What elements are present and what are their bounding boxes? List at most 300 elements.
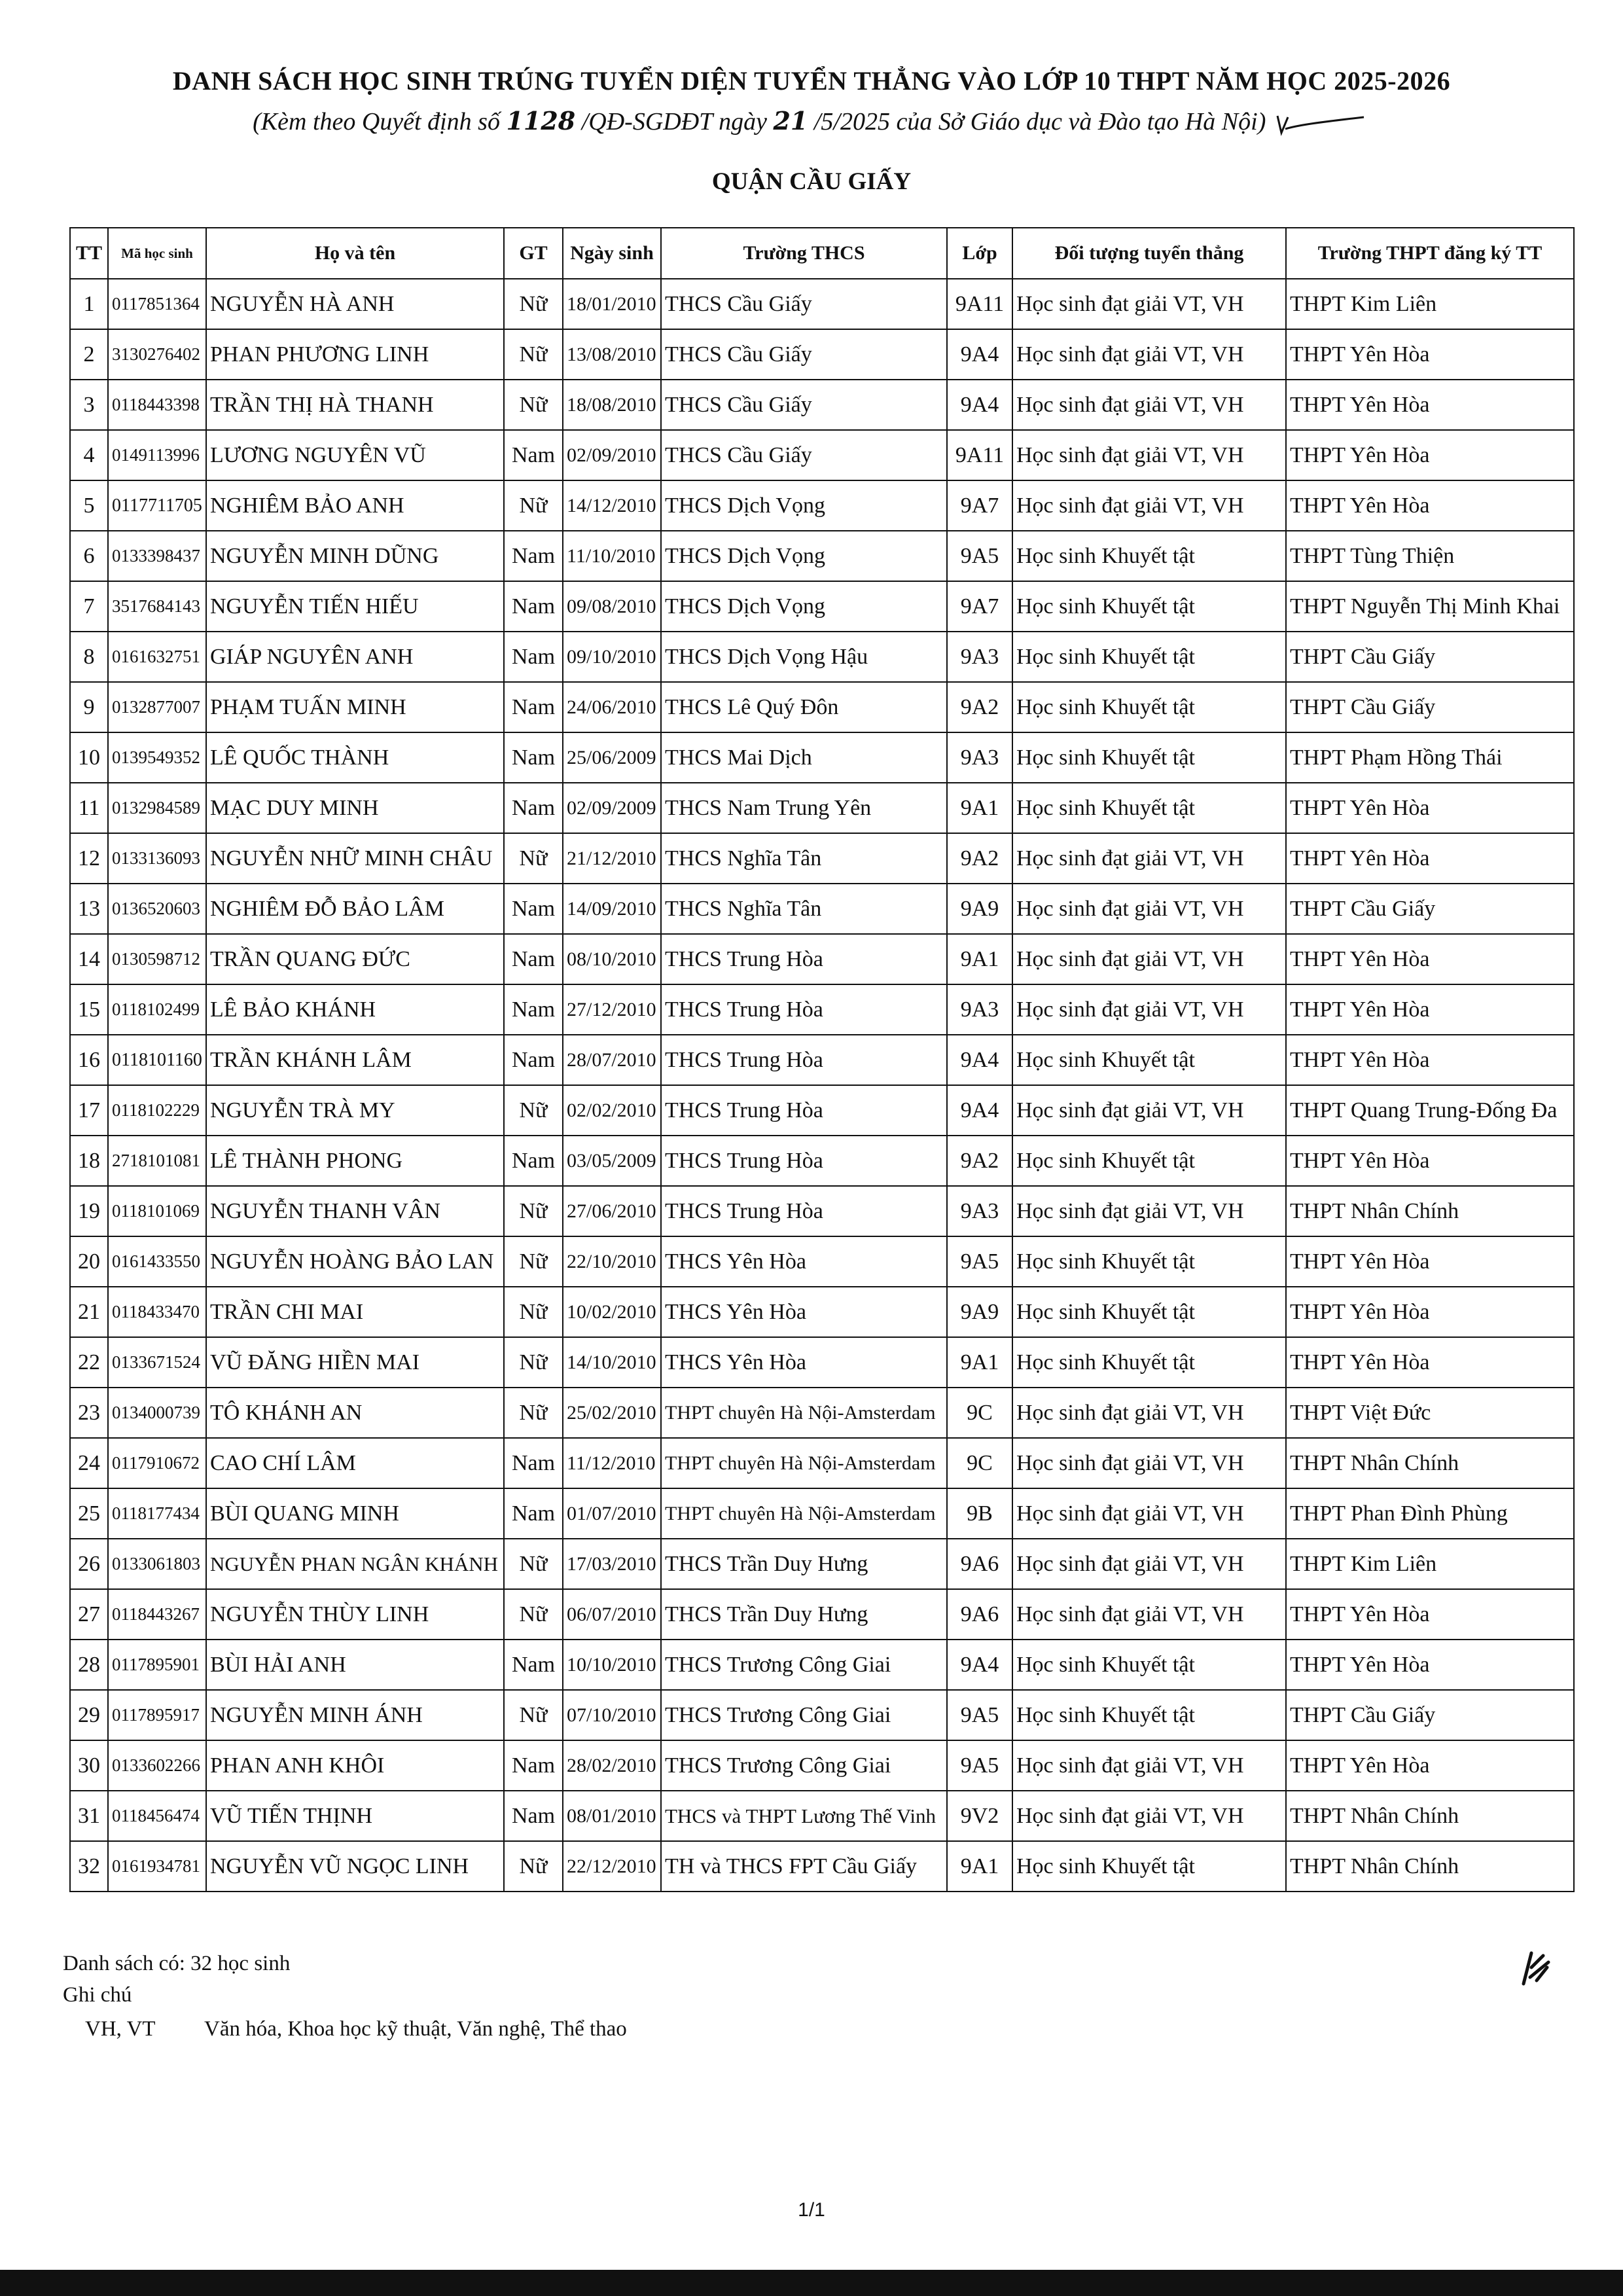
table-row <box>70 1136 1574 1186</box>
gender-cell: Nữ <box>504 1388 563 1438</box>
admission-category-cell: Học sinh Khuyết tật <box>1012 632 1286 682</box>
student-id-cell: 3517684143 <box>108 581 206 632</box>
middle-school-cell: THCS Cầu Giấy <box>661 430 947 480</box>
col-header-gender: GT <box>504 228 563 279</box>
middle-school-cell: THCS Nghĩa Tân <box>661 884 947 934</box>
student-id-cell: 0118177434 <box>108 1488 206 1539</box>
middle-school-cell: THCS Dịch Vọng <box>661 531 947 581</box>
admission-category-cell: Học sinh đạt giải VT, VH <box>1012 934 1286 984</box>
class-cell: 9A3 <box>947 1186 1012 1236</box>
gender-cell: Nữ <box>504 1690 563 1740</box>
row-number-cell: 2 <box>70 329 108 380</box>
date-of-birth-cell: 11/10/2010 <box>563 531 661 581</box>
student-id-cell: 3130276402 <box>108 329 206 380</box>
date-of-birth-cell: 11/12/2010 <box>563 1438 661 1488</box>
class-cell: 9A2 <box>947 682 1012 732</box>
student-name-cell: TRẦN THỊ HÀ THANH <box>206 380 504 430</box>
date-of-birth-cell: 25/02/2010 <box>563 1388 661 1438</box>
page-number: 1/1 <box>798 2199 825 2221</box>
registered-high-school-cell: THPT Yên Hòa <box>1286 1640 1574 1690</box>
class-cell: 9A5 <box>947 1740 1012 1791</box>
row-number-cell: 7 <box>70 581 108 632</box>
registered-high-school-cell: THPT Cầu Giấy <box>1286 682 1574 732</box>
table-row <box>70 1640 1574 1690</box>
row-number-cell: 18 <box>70 1136 108 1186</box>
registered-high-school-cell: THPT Yên Hòa <box>1286 783 1574 833</box>
registered-high-school-cell: THPT Yên Hòa <box>1286 833 1574 884</box>
registered-high-school-cell: THPT Phan Đình Phùng <box>1286 1488 1574 1539</box>
table-row <box>70 1589 1574 1640</box>
student-name-cell: NGUYỄN TIẾN HIẾU <box>206 581 504 632</box>
admission-category-cell: Học sinh đạt giải VT, VH <box>1012 884 1286 934</box>
gender-cell: Nam <box>504 632 563 682</box>
student-name-cell: TRẦN CHI MAI <box>206 1287 504 1337</box>
table-row <box>70 531 1574 581</box>
admission-category-cell: Học sinh Khuyết tật <box>1012 581 1286 632</box>
admission-category-cell: Học sinh Khuyết tật <box>1012 1640 1286 1690</box>
row-number-cell: 12 <box>70 833 108 884</box>
gender-cell: Nữ <box>504 329 563 380</box>
class-cell: 9A7 <box>947 581 1012 632</box>
middle-school-cell: THCS Yên Hòa <box>661 1337 947 1388</box>
registered-high-school-cell: THPT Kim Liên <box>1286 279 1574 329</box>
student-name-cell: VŨ TIẾN THỊNH <box>206 1791 504 1841</box>
middle-school-cell: THCS Trần Duy Hưng <box>661 1539 947 1589</box>
registered-high-school-cell: THPT Yên Hòa <box>1286 934 1574 984</box>
student-id-cell: 0118102229 <box>108 1085 206 1136</box>
registered-high-school-cell: THPT Yên Hòa <box>1286 1136 1574 1186</box>
class-cell: 9A4 <box>947 329 1012 380</box>
gender-cell: Nam <box>504 1740 563 1791</box>
class-cell: 9C <box>947 1388 1012 1438</box>
gender-cell: Nữ <box>504 1589 563 1640</box>
class-cell: 9A11 <box>947 279 1012 329</box>
table-row <box>70 1791 1574 1841</box>
student-table <box>69 227 1575 1892</box>
gender-cell: Nữ <box>504 1539 563 1589</box>
middle-school-cell: THCS Cầu Giấy <box>661 380 947 430</box>
row-number-cell: 20 <box>70 1236 108 1287</box>
date-of-birth-cell: 06/07/2010 <box>563 1589 661 1640</box>
registered-high-school-cell: THPT Nguyễn Thị Minh Khai <box>1286 581 1574 632</box>
gender-cell: Nam <box>504 1438 563 1488</box>
student-id-cell: 0161433550 <box>108 1236 206 1287</box>
row-number-cell: 21 <box>70 1287 108 1337</box>
row-number-cell: 14 <box>70 934 108 984</box>
student-id-cell: 0118101160 <box>108 1035 206 1085</box>
middle-school-cell: THCS và THPT Lương Thế Vinh <box>661 1791 947 1841</box>
admission-category-cell: Học sinh đạt giải VT, VH <box>1012 1085 1286 1136</box>
student-name-cell: BÙI QUANG MINH <box>206 1488 504 1539</box>
middle-school-cell: THCS Dịch Vọng <box>661 581 947 632</box>
district-heading: QUẬN CẦU GIẤY <box>711 168 912 195</box>
middle-school-cell: THCS Nghĩa Tân <box>661 833 947 884</box>
middle-school-cell: THCS Trần Duy Hưng <box>661 1589 947 1640</box>
table-row <box>70 632 1574 682</box>
class-cell: 9A6 <box>947 1589 1012 1640</box>
student-name-cell: BÙI HẢI ANH <box>206 1640 504 1690</box>
table-row <box>70 1740 1574 1791</box>
admission-category-cell: Học sinh Khuyết tật <box>1012 1287 1286 1337</box>
row-number-cell: 1 <box>70 279 108 329</box>
gender-cell: Nữ <box>504 1085 563 1136</box>
admission-category-cell: Học sinh đạt giải VT, VH <box>1012 480 1286 531</box>
student-name-cell: LÊ QUỐC THÀNH <box>206 732 504 783</box>
middle-school-cell: THCS Yên Hòa <box>661 1236 947 1287</box>
student-id-cell: 0118456474 <box>108 1791 206 1841</box>
class-cell: 9A4 <box>947 1085 1012 1136</box>
registered-high-school-cell: THPT Việt Đức <box>1286 1388 1574 1438</box>
admission-category-cell: Học sinh Khuyết tật <box>1012 1337 1286 1388</box>
row-number-cell: 26 <box>70 1539 108 1589</box>
student-id-cell: 0136520603 <box>108 884 206 934</box>
table-row <box>70 1236 1574 1287</box>
row-number-cell: 6 <box>70 531 108 581</box>
student-id-cell: 0117895917 <box>108 1690 206 1740</box>
middle-school-cell: THCS Cầu Giấy <box>661 329 947 380</box>
row-number-cell: 4 <box>70 430 108 480</box>
registered-high-school-cell: THPT Cầu Giấy <box>1286 884 1574 934</box>
table-row <box>70 934 1574 984</box>
row-number-cell: 3 <box>70 380 108 430</box>
registered-high-school-cell: THPT Yên Hòa <box>1286 329 1574 380</box>
admission-category-cell: Học sinh Khuyết tật <box>1012 682 1286 732</box>
table-row <box>70 1085 1574 1136</box>
student-name-cell: PHẠM TUẤN MINH <box>206 682 504 732</box>
gender-cell: Nam <box>504 984 563 1035</box>
row-number-cell: 28 <box>70 1640 108 1690</box>
student-name-cell: NGUYỄN THANH VÂN <box>206 1186 504 1236</box>
admission-category-cell: Học sinh Khuyết tật <box>1012 732 1286 783</box>
subtitle-suffix: /5/2025 của Sở Giáo dục và Đào tạo Hà Nội) <box>808 108 1266 135</box>
row-number-cell: 24 <box>70 1438 108 1488</box>
student-id-cell: 0133061803 <box>108 1539 206 1589</box>
middle-school-cell: THCS Mai Dịch <box>661 732 947 783</box>
table-row <box>70 732 1574 783</box>
admission-category-cell: Học sinh đạt giải VT, VH <box>1012 430 1286 480</box>
student-name-cell: CAO CHÍ LÂM <box>206 1438 504 1488</box>
admission-category-cell: Học sinh Khuyết tật <box>1012 531 1286 581</box>
gender-cell: Nữ <box>504 1236 563 1287</box>
student-id-cell: 0161934781 <box>108 1841 206 1892</box>
student-id-cell: 0139549352 <box>108 732 206 783</box>
gender-cell: Nam <box>504 783 563 833</box>
table-row <box>70 833 1574 884</box>
middle-school-cell: THCS Nam Trung Yên <box>661 783 947 833</box>
table-row <box>70 581 1574 632</box>
document-subtitle <box>0 106 1623 137</box>
date-of-birth-cell: 02/09/2010 <box>563 430 661 480</box>
gender-cell: Nam <box>504 1035 563 1085</box>
middle-school-cell: THCS Dịch Vọng Hậu <box>661 632 947 682</box>
col-header-category: Đối tượng tuyển thẳng <box>1012 228 1286 279</box>
registered-high-school-cell: THPT Cầu Giấy <box>1286 1690 1574 1740</box>
student-id-cell: 0133671524 <box>108 1337 206 1388</box>
date-of-birth-cell: 25/06/2009 <box>563 732 661 783</box>
middle-school-cell: THCS Trung Hòa <box>661 984 947 1035</box>
student-id-cell: 0132877007 <box>108 682 206 732</box>
registered-high-school-cell: THPT Yên Hòa <box>1286 1236 1574 1287</box>
registered-high-school-cell: THPT Phạm Hồng Thái <box>1286 732 1574 783</box>
middle-school-cell: THPT chuyên Hà Nội-Amsterdam <box>661 1388 947 1438</box>
class-cell: 9A4 <box>947 1035 1012 1085</box>
class-cell: 9A3 <box>947 732 1012 783</box>
class-cell: 9A5 <box>947 1236 1012 1287</box>
student-count: Danh sách có: 32 học sinh <box>63 1952 291 1975</box>
date-of-birth-cell: 22/10/2010 <box>563 1236 661 1287</box>
date-of-birth-cell: 10/02/2010 <box>563 1287 661 1337</box>
table-header-row <box>70 228 1574 279</box>
row-number-cell: 11 <box>70 783 108 833</box>
row-number-cell: 23 <box>70 1388 108 1438</box>
date-of-birth-cell: 17/03/2010 <box>563 1539 661 1589</box>
student-id-cell: 0149113996 <box>108 430 206 480</box>
date-of-birth-cell: 28/07/2010 <box>563 1035 661 1085</box>
row-number-cell: 30 <box>70 1740 108 1791</box>
gender-cell: Nam <box>504 1488 563 1539</box>
class-cell: 9V2 <box>947 1791 1012 1841</box>
date-of-birth-cell: 18/01/2010 <box>563 279 661 329</box>
table-row <box>70 1438 1574 1488</box>
registered-high-school-cell: THPT Yên Hòa <box>1286 430 1574 480</box>
middle-school-cell: THCS Trương Công Giai <box>661 1640 947 1690</box>
class-cell: 9A3 <box>947 632 1012 682</box>
class-cell: 9A5 <box>947 531 1012 581</box>
student-name-cell: TÔ KHÁNH AN <box>206 1388 504 1438</box>
class-cell: 9A6 <box>947 1539 1012 1589</box>
admission-category-cell: Học sinh đạt giải VT, VH <box>1012 1791 1286 1841</box>
student-name-cell: PHAN ANH KHÔI <box>206 1740 504 1791</box>
date-of-birth-cell: 14/10/2010 <box>563 1337 661 1388</box>
class-cell: 9C <box>947 1438 1012 1488</box>
row-number-cell: 22 <box>70 1337 108 1388</box>
table-row <box>70 1841 1574 1892</box>
student-id-cell: 0132984589 <box>108 783 206 833</box>
gender-cell: Nữ <box>504 833 563 884</box>
gender-cell: Nam <box>504 430 563 480</box>
date-of-birth-cell: 28/02/2010 <box>563 1740 661 1791</box>
gender-cell: Nam <box>504 884 563 934</box>
class-cell: 9A2 <box>947 833 1012 884</box>
registered-high-school-cell: THPT Nhân Chính <box>1286 1186 1574 1236</box>
note-label: Ghi chú <box>63 1983 132 2007</box>
middle-school-cell: THCS Trương Công Giai <box>661 1740 947 1791</box>
row-number-cell: 27 <box>70 1589 108 1640</box>
admission-category-cell: Học sinh đạt giải VT, VH <box>1012 1438 1286 1488</box>
gender-cell: Nữ <box>504 1287 563 1337</box>
date-of-birth-cell: 22/12/2010 <box>563 1841 661 1892</box>
registered-high-school-cell: THPT Yên Hòa <box>1286 1337 1574 1388</box>
registered-high-school-cell: THPT Yên Hòa <box>1286 984 1574 1035</box>
student-id-cell: 0117895901 <box>108 1640 206 1690</box>
student-id-cell: 0133398437 <box>108 531 206 581</box>
signature-mark-icon <box>1272 111 1370 137</box>
row-number-cell: 16 <box>70 1035 108 1085</box>
admission-category-cell: Học sinh Khuyết tật <box>1012 1841 1286 1892</box>
registered-high-school-cell: THPT Yên Hòa <box>1286 1740 1574 1791</box>
row-number-cell: 17 <box>70 1085 108 1136</box>
table-row <box>70 430 1574 480</box>
admission-category-cell: Học sinh Khuyết tật <box>1012 1690 1286 1740</box>
registered-high-school-cell: THPT Nhân Chính <box>1286 1791 1574 1841</box>
student-name-cell: NGHIÊM ĐỖ BẢO LÂM <box>206 884 504 934</box>
registered-high-school-cell: THPT Tùng Thiện <box>1286 531 1574 581</box>
table-row <box>70 1488 1574 1539</box>
table-row <box>70 1287 1574 1337</box>
student-name-cell: NGUYỄN HÀ ANH <box>206 279 504 329</box>
class-cell: 9A9 <box>947 884 1012 934</box>
student-id-cell: 0118102499 <box>108 984 206 1035</box>
gender-cell: Nam <box>504 732 563 783</box>
admission-category-cell: Học sinh đạt giải VT, VH <box>1012 1589 1286 1640</box>
date-of-birth-cell: 14/09/2010 <box>563 884 661 934</box>
date-of-birth-cell: 24/06/2010 <box>563 682 661 732</box>
middle-school-cell: THCS Trung Hòa <box>661 934 947 984</box>
registered-high-school-cell: THPT Yên Hòa <box>1286 1035 1574 1085</box>
table-row <box>70 682 1574 732</box>
registered-high-school-cell: THPT Nhân Chính <box>1286 1438 1574 1488</box>
table-row <box>70 1690 1574 1740</box>
table-row <box>70 480 1574 531</box>
student-id-cell: 0133136093 <box>108 833 206 884</box>
student-id-cell: 0117711705 <box>108 480 206 531</box>
class-cell: 9A1 <box>947 1841 1012 1892</box>
decision-number: 1128 <box>506 106 576 135</box>
table-row <box>70 1035 1574 1085</box>
student-name-cell: TRẦN QUANG ĐỨC <box>206 934 504 984</box>
gender-cell: Nam <box>504 531 563 581</box>
middle-school-cell: THCS Trung Hòa <box>661 1186 947 1236</box>
class-cell: 9A4 <box>947 1640 1012 1690</box>
student-name-cell: NGUYỄN MINH ÁNH <box>206 1690 504 1740</box>
middle-school-cell: TH và THCS FPT Cầu Giấy <box>661 1841 947 1892</box>
class-cell: 9A1 <box>947 1337 1012 1388</box>
gender-cell: Nữ <box>504 1337 563 1388</box>
admission-category-cell: Học sinh đạt giải VT, VH <box>1012 833 1286 884</box>
student-name-cell: GIÁP NGUYÊN ANH <box>206 632 504 682</box>
student-id-cell: 2718101081 <box>108 1136 206 1186</box>
student-id-cell: 0118433470 <box>108 1287 206 1337</box>
initials-mark-icon <box>1517 1948 1556 1987</box>
admission-category-cell: Học sinh đạt giải VT, VH <box>1012 1388 1286 1438</box>
table-row <box>70 329 1574 380</box>
date-of-birth-cell: 02/09/2009 <box>563 783 661 833</box>
student-id-cell: 0118443398 <box>108 380 206 430</box>
student-name-cell: LÊ BẢO KHÁNH <box>206 984 504 1035</box>
admission-category-cell: Học sinh Khuyết tật <box>1012 783 1286 833</box>
date-of-birth-cell: 10/10/2010 <box>563 1640 661 1690</box>
student-name-cell: NGUYỄN MINH DŨNG <box>206 531 504 581</box>
date-of-birth-cell: 27/06/2010 <box>563 1186 661 1236</box>
gender-cell: Nữ <box>504 1841 563 1892</box>
gender-cell: Nữ <box>504 380 563 430</box>
table-row <box>70 884 1574 934</box>
gender-cell: Nữ <box>504 480 563 531</box>
row-number-cell: 10 <box>70 732 108 783</box>
student-name-cell: MẠC DUY MINH <box>206 783 504 833</box>
decision-day: 21 <box>773 106 808 135</box>
middle-school-cell: THCS Trung Hòa <box>661 1085 947 1136</box>
class-cell: 9A1 <box>947 783 1012 833</box>
student-name-cell: NGUYỄN VŨ NGỌC LINH <box>206 1841 504 1892</box>
date-of-birth-cell: 14/12/2010 <box>563 480 661 531</box>
table-row <box>70 1539 1574 1589</box>
student-id-cell: 0133602266 <box>108 1740 206 1791</box>
col-header-tt: TT <box>70 228 108 279</box>
class-cell: 9A5 <box>947 1690 1012 1740</box>
document-title: DANH SÁCH HỌC SINH TRÚNG TUYỂN DIỆN TUYỂN THẲNG VÀO LỚP 10 THPT NĂM HỌC 2025-2026 <box>172 66 1451 96</box>
student-id-cell: 0118101069 <box>108 1186 206 1236</box>
gender-cell: Nữ <box>504 279 563 329</box>
date-of-birth-cell: 13/08/2010 <box>563 329 661 380</box>
col-header-dob: Ngày sinh <box>563 228 661 279</box>
scan-edge-bar <box>0 2270 1623 2296</box>
col-header-class: Lớp <box>947 228 1012 279</box>
student-id-cell: 0118443267 <box>108 1589 206 1640</box>
class-cell: 9A9 <box>947 1287 1012 1337</box>
student-id-cell: 0134000739 <box>108 1388 206 1438</box>
gender-cell: Nữ <box>504 1186 563 1236</box>
middle-school-cell: THCS Trung Hòa <box>661 1136 947 1186</box>
student-id-cell: 0117910672 <box>108 1438 206 1488</box>
table-row <box>70 380 1574 430</box>
row-number-cell: 25 <box>70 1488 108 1539</box>
admission-category-cell: Học sinh đạt giải VT, VH <box>1012 279 1286 329</box>
row-number-cell: 8 <box>70 632 108 682</box>
table-row <box>70 783 1574 833</box>
student-name-cell: LƯƠNG NGUYÊN VŨ <box>206 430 504 480</box>
table-row <box>70 984 1574 1035</box>
note-abbreviation-meaning: Văn hóa, Khoa học kỹ thuật, Văn nghệ, Thể thao <box>204 2017 627 2041</box>
col-header-high-school: Trường THPT đăng ký TT <box>1286 228 1574 279</box>
registered-high-school-cell: THPT Yên Hòa <box>1286 1287 1574 1337</box>
middle-school-cell: THCS Cầu Giấy <box>661 279 947 329</box>
row-number-cell: 19 <box>70 1186 108 1236</box>
student-name-cell: NGUYỄN PHAN NGÂN KHÁNH <box>206 1539 504 1589</box>
col-header-student-id: Mã học sinh <box>108 228 206 279</box>
registered-high-school-cell: THPT Nhân Chính <box>1286 1841 1574 1892</box>
student-name-cell: NGUYỄN HOÀNG BẢO LAN <box>206 1236 504 1287</box>
row-number-cell: 9 <box>70 682 108 732</box>
date-of-birth-cell: 01/07/2010 <box>563 1488 661 1539</box>
admission-category-cell: Học sinh đạt giải VT, VH <box>1012 329 1286 380</box>
student-name-cell: LÊ THÀNH PHONG <box>206 1136 504 1186</box>
row-number-cell: 15 <box>70 984 108 1035</box>
subtitle-prefix: (Kèm theo Quyết định số <box>253 108 507 135</box>
admission-category-cell: Học sinh đạt giải VT, VH <box>1012 1488 1286 1539</box>
date-of-birth-cell: 08/01/2010 <box>563 1791 661 1841</box>
student-name-cell: NGUYỄN NHỮ MINH CHÂU <box>206 833 504 884</box>
class-cell: 9B <box>947 1488 1012 1539</box>
gender-cell: Nam <box>504 934 563 984</box>
admission-category-cell: Học sinh đạt giải VT, VH <box>1012 1186 1286 1236</box>
gender-cell: Nam <box>504 1136 563 1186</box>
gender-cell: Nam <box>504 581 563 632</box>
middle-school-cell: THPT chuyên Hà Nội-Amsterdam <box>661 1438 947 1488</box>
admission-category-cell: Học sinh Khuyết tật <box>1012 1035 1286 1085</box>
middle-school-cell: THCS Trung Hòa <box>661 1035 947 1085</box>
admission-category-cell: Học sinh đạt giải VT, VH <box>1012 1539 1286 1589</box>
col-header-full-name: Họ và tên <box>206 228 504 279</box>
date-of-birth-cell: 02/02/2010 <box>563 1085 661 1136</box>
admission-category-cell: Học sinh Khuyết tật <box>1012 1136 1286 1186</box>
middle-school-cell: THCS Trương Công Giai <box>661 1690 947 1740</box>
row-number-cell: 5 <box>70 480 108 531</box>
class-cell: 9A3 <box>947 984 1012 1035</box>
student-id-cell: 0117851364 <box>108 279 206 329</box>
registered-high-school-cell: THPT Yên Hòa <box>1286 1589 1574 1640</box>
class-cell: 9A11 <box>947 430 1012 480</box>
